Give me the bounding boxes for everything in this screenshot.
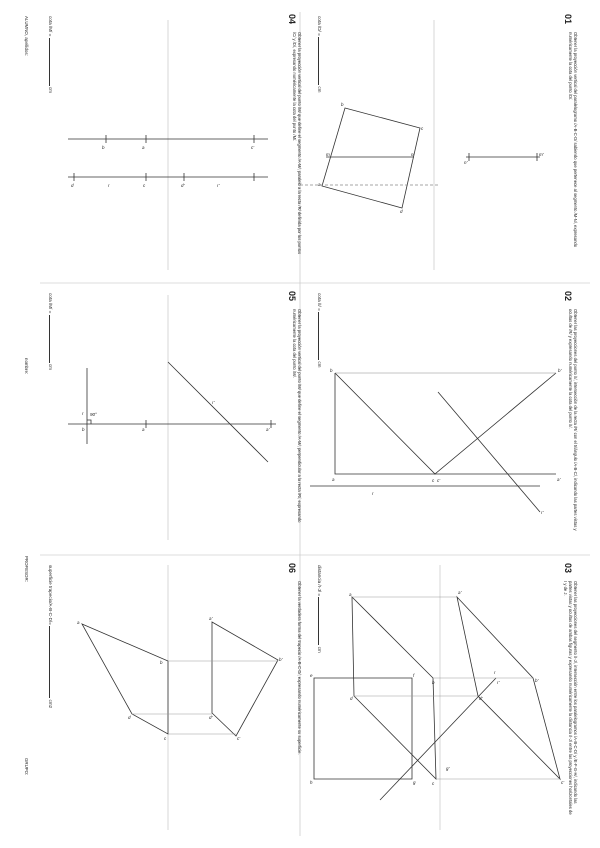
label-d-03: d [350,696,353,701]
label-b-prime-06: b' [279,657,283,662]
parallelogram-abcd [322,108,420,208]
label-c-02: c [432,478,435,483]
label-b-03: b [432,680,435,685]
line-r-prime-05 [168,362,268,462]
answer-field-05[interactable] [48,293,53,370]
label-d-06: d [128,715,131,720]
label-a-06: a [77,620,80,625]
exercise-number-03: 03 [563,563,573,574]
label-d-prime-04: d' [181,183,185,188]
label-g-prime-03: g' [446,766,450,771]
label-r-02: r [372,491,374,496]
answer-label-06: superficie trapecio/A-B-C-D/= [48,565,53,625]
answer-unit-03: cm [317,646,322,653]
label-b-04: b [102,145,105,150]
exercise-02 [560,291,578,301]
exercise-number-02: 02 [563,291,573,302]
student-name-field[interactable] [24,358,29,374]
answer-unit-05: cm [48,363,53,370]
exercise-number-05: 05 [287,291,297,302]
label-a-04: a [142,145,145,150]
label-d-prime-03: d' [479,696,483,701]
answer-field-02[interactable] [317,293,322,367]
answer-field-01[interactable] [317,16,322,92]
label-b-05: b [82,427,85,432]
label-a-prime-02: a' [557,477,561,482]
statement-04: Obtener la proyección vertical del punto /M/ que define el segmento /A-M/, paralelo a la recta /R/ definida por los puntos /C/ y /D/, expresando numéricamente la cota del punto /M/. [292,32,302,255]
triangle-vertical [435,373,556,474]
diagram-06 [82,622,278,736]
label-b-prime-03: b' [535,678,539,683]
label-a-05: a [142,427,145,432]
answer-label-02: cota /I/ = [317,293,322,311]
answer-unit-06: cm2 [48,699,53,709]
labels-04 [71,145,254,188]
trapezoid-vertical [212,622,278,736]
label-c-prime-06: c' [237,736,241,741]
teacher-field[interactable] [24,556,29,582]
answer-unit-01: cm [317,86,322,93]
parallelogram-horiz-03 [352,597,436,779]
statement-05: Obtener la proyección vertical del punto /M/ que define el segmento /A-M/, perpendicular a la recta /R/, expresando numéricamente la cota del punto /M/. [292,309,302,523]
exercise-04 [284,14,302,24]
label-m-prime-01: m' [539,152,544,157]
label-g-03: g [413,780,416,785]
label-c-03: c [432,781,435,786]
answer-label-03: distancia /I-J/ = [317,565,322,597]
labels-03 [310,590,564,786]
label-n-prime-01: n' [464,160,468,165]
label-c-prime-04: c' [251,145,255,150]
answer-unit-02: cm [317,361,322,368]
trapezoid-horizontal [82,624,168,734]
label-f-03: f [413,673,415,678]
label-r-prime-04: r' [217,183,220,188]
label-a-03: a [349,592,352,597]
exercise-number-06: 06 [287,563,297,574]
diagram-01 [300,108,540,208]
exercise-number-04: 04 [287,14,297,25]
answer-unit-04: cm [48,86,53,93]
label-b-01: b [341,102,344,107]
diagram-02 [310,373,556,512]
label-c-04: c [143,183,146,188]
statement-03: Obtener las proyecciones del segmento /I-J/, intersección entre los paralelogramos /A-B-C-D/ y /E-F-G-H/, indicando las partes vistas y ocultas de ambas figuras y expresando numéricamente la distancia /I-J/ entre las proyecciones horizontales de I y de J. [563,581,578,815]
line-r-prime [438,392,540,512]
rectangle-efgh [314,678,412,779]
triangle-horizontal [335,373,435,474]
exercise-03 [560,563,578,573]
label-a-prime-06: a' [209,616,213,621]
label-e-03: e [310,673,313,678]
label-a-prime-05: a' [266,427,270,432]
label-b-06: b [160,660,163,665]
label-d-prime-06: d' [209,715,213,720]
label-r-prime-03: r' [497,680,500,685]
diagram-05 [68,362,276,462]
answer-label-04: cota /M/ = [48,16,53,37]
right-angle-05 [87,420,91,424]
statement-06: Obtener la verdadera forma del trapecio /A-B-C-D/, expresando numéricamente su superficie. [297,581,302,755]
label-c-01: c [421,126,424,131]
statement-02: Obtener las proyecciones del punto /I/, intersección de la recta /R/ con el triángulo /A-B-C/, indicando las partes vistas y ocultas de /R/ y expresando numéricamente la cota del punto /I/. [568,309,578,531]
label-r-05: r [82,411,84,416]
label-b-02: b [330,368,333,373]
label-a-01: a [318,182,321,187]
student-name-label: nombre: [24,358,29,375]
teacher-label: PROFESOR: [24,556,29,582]
label-r-prime-05: r' [212,400,215,405]
exercise-number-01: 01 [563,14,573,25]
label-angle-05: 90° [90,412,97,417]
label-c-06: c [164,736,167,741]
label-c-prime-03: c' [561,780,565,785]
group-label: GRUPO: [24,758,29,776]
exercise-05 [284,291,302,301]
group-field[interactable] [24,758,29,775]
exercise-06 [284,563,302,573]
label-r-prime-02: r' [541,510,544,515]
label-b-prime-02: b' [558,368,562,373]
label-a-prime-03: a' [458,590,462,595]
label-n-01: n [411,152,414,157]
answer-label-05: cota /M/ = [48,293,53,314]
statement-01: Obtener la proyección vertical del paralelogramo /A-B-C-D/ sabiendo que pertenece al segmento /M-N/, expresando numéricamente la cota del punto /D/. [568,32,578,248]
label-c-prime-02: c' [437,478,441,483]
label-r-04: r [108,183,110,188]
labels-02 [330,368,562,515]
student-surname-field[interactable] [24,16,29,56]
label-m-01: m [326,152,330,157]
parallelogram-vert-03 [457,597,560,779]
student-surname-label: ALUMNO, apellidos: [24,16,29,56]
label-a-02: a [332,477,335,482]
label-d-04: d [71,183,74,188]
answer-label-01: cota /D/ = [317,16,322,36]
label-d-01: d [400,209,403,214]
label-h-03: h [310,780,313,785]
answer-field-03[interactable] [317,565,322,653]
labels-01 [318,102,544,214]
labels-05 [82,400,270,432]
exercise-01 [560,14,578,24]
answer-field-06[interactable] [48,565,53,708]
answer-field-04[interactable] [48,16,53,93]
label-r-03: r [494,670,496,675]
